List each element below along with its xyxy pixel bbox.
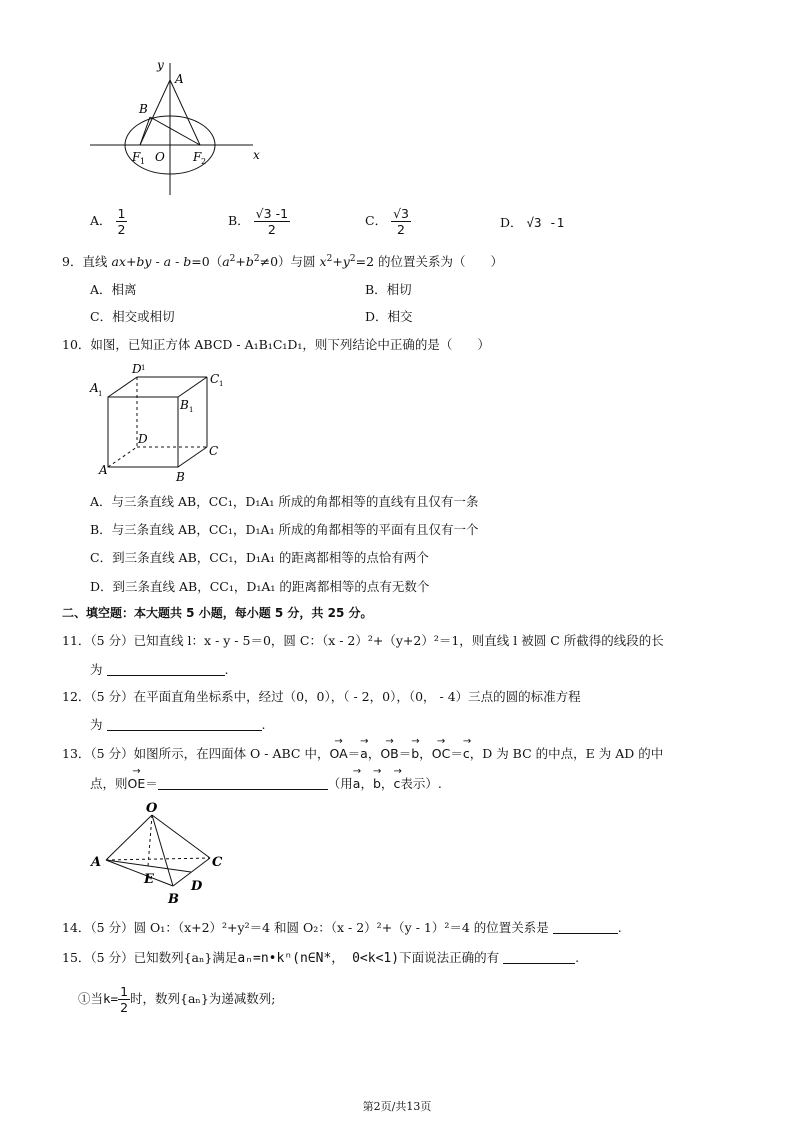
- cube-label-d: D: [138, 432, 148, 446]
- label-o: O: [155, 150, 165, 164]
- label-y: y: [157, 58, 164, 72]
- q8-option-d: D． √3 -1: [500, 215, 565, 230]
- tetra-label-a: A: [91, 855, 102, 870]
- tetra-hidden-a-c: [106, 858, 210, 860]
- q8-option-c: C． $\frac{√3}{2}$: [365, 206, 409, 237]
- label-f1: F: [132, 150, 141, 164]
- cube-label-a1: A: [90, 381, 99, 395]
- label-b: B: [139, 102, 148, 116]
- vector-oc: → OC: [432, 746, 451, 761]
- tetra-edge-o-a: [106, 815, 152, 860]
- vector-b: → b: [411, 746, 419, 761]
- cube-edge-b-c: [178, 447, 207, 467]
- tetra-label-d: D: [191, 879, 203, 894]
- q12-line1: 12．（5 分）在平面直角坐标系中，经过（0，0），（ - 2，0），（0， - 4）三点的圆的标准方程: [62, 689, 581, 704]
- tetra-edge-a-b: [106, 860, 173, 886]
- q10-option-b: B．与三条直线 AB，CC₁，D₁A₁ 所成的角都相等的平面有且仅有一个: [90, 522, 479, 537]
- q9-option-c: C．相交或相切: [90, 309, 175, 324]
- fraction-a: $\frac{1}{2}$: [117, 206, 126, 237]
- ellipse-figure: [85, 55, 270, 200]
- tetrahedron-figure: [88, 800, 228, 910]
- cube-edge-a1-d1: [108, 377, 137, 397]
- tetra-hidden-o-e: [148, 815, 152, 866]
- tetra-label-c: C: [212, 855, 223, 870]
- q9-option-d: D．相交: [365, 309, 413, 324]
- q11-line2: 为 .: [90, 662, 229, 677]
- q15-stem: 15．（5 分）已知数列{aₙ}满足aₙ=n•kⁿ(n∈N*， 0<k<1)下面说法正确的有 .: [62, 950, 580, 966]
- q10-option-d: D．到三条直线 AB，CC₁，D₁A₁ 的距离都相等的点有无数个: [90, 579, 430, 594]
- cube-label-a: A: [99, 463, 108, 477]
- cube-hidden-a-d: [108, 447, 137, 467]
- q12-line2: 为 .: [90, 717, 266, 732]
- tetra-label-e: E: [144, 872, 154, 887]
- vector-oe: → OE: [128, 776, 146, 791]
- q14-answer-blank[interactable]: [553, 921, 618, 934]
- tetra-edge-o-b: [152, 815, 173, 886]
- q15-formula: aₙ=n•kⁿ(n∈N*， 0<k<1): [237, 951, 400, 966]
- cube-edge-b1-c1: [178, 377, 207, 397]
- q12-answer-blank[interactable]: [107, 718, 262, 731]
- q14-stem: 14．（5 分）圆 O₁：（x+2）²+y²＝4 和圆 O₂：（x - 2）²+（y - 1）²＝4 的位置关系是 .: [62, 920, 622, 935]
- q10-option-c: C．到三条直线 AB，CC₁，D₁A₁ 的距离都相等的点恰有两个: [90, 550, 429, 565]
- q13-line2: 点，则→ OE＝ （用→ a，→ b，→ c表示）.: [90, 774, 442, 792]
- q13-line1: 13．（5 分）如图所示，在四面体 O - ABC 中，→ OA＝→ a，→ OB＝→ b，→ OC＝→ c，D 为 BC 的中点，E 为 AD 的中: [62, 744, 663, 762]
- q10-option-a: A．与三条直线 AB，CC₁，D₁A₁ 所成的角都相等的直线有且仅有一条: [90, 494, 479, 509]
- cube-label-b: B: [176, 470, 185, 484]
- segment-b-f2: [150, 117, 200, 145]
- q9-option-b: B．相切: [365, 282, 412, 297]
- cube-label-d1: D: [132, 362, 142, 376]
- vector-a: → a: [360, 746, 368, 761]
- tetra-edge-o-c: [152, 815, 210, 858]
- cube-label-a1-sub: 1: [98, 390, 103, 398]
- label-f2-sub: 2: [201, 157, 207, 166]
- label-f2: F: [193, 150, 202, 164]
- q15-item-1: ①当k= $\frac{1}{2}$ 时，数列{aₙ}为递减数列;: [78, 984, 276, 1015]
- cube-label-b1-sub: 1: [189, 406, 194, 414]
- q8-option-b: B． $\frac{√3 -1}{2}$: [228, 206, 289, 237]
- q13-answer-blank[interactable]: [158, 777, 328, 790]
- q11-line1: 11．（5 分）已知直线 l：x - y - 5＝0，圆 C：（x - 2）²+（y+2）²＝1，则直线 l 被圆 C 所截得的线段的长: [62, 633, 664, 648]
- vector-ob: → OB: [380, 746, 398, 761]
- fraction-one-half: $\frac{1}{2}$: [120, 984, 129, 1015]
- fraction-b: $\frac{√3 -1}{2}$: [255, 206, 289, 237]
- tetra-label-o: O: [146, 801, 158, 816]
- q15-answer-blank[interactable]: [503, 951, 575, 964]
- q11-answer-blank[interactable]: [107, 663, 225, 676]
- page-footer: 第2页/共13页: [362, 1100, 432, 1113]
- segment-a-f2: [170, 80, 200, 145]
- fraction-c: $\frac{√3}{2}$: [393, 206, 409, 237]
- cube-label-c1: C: [210, 372, 220, 386]
- q9-option-a: A．相离: [90, 282, 137, 297]
- q8-option-a: A． $\frac{1}{2}$: [90, 206, 126, 237]
- label-x: x: [253, 148, 260, 162]
- q10-stem: 10．如图，已知正方体 ABCD - A₁B₁C₁D₁，则下列结论中正确的是（ ）: [62, 337, 490, 352]
- vector-c: → c: [463, 746, 470, 761]
- cube-label-d1-sub: 1: [141, 364, 146, 372]
- label-f1-sub: 1: [140, 157, 146, 166]
- tetra-hidden-a-d: [106, 860, 191, 872]
- vector-oa: → OA: [329, 746, 347, 761]
- cube-label-c1-sub: 1: [219, 380, 224, 388]
- q9-stem: 9．直线 $ax+by - a - b=0(a^2+b^2\ne 0)$与圆 $x^2+y^2=2$ 的位置关系为（ ）: [62, 254, 504, 269]
- tetra-label-b: B: [168, 892, 179, 907]
- cube-figure: [85, 362, 235, 487]
- cube-label-b1: B: [180, 398, 189, 412]
- label-a: A: [175, 72, 184, 86]
- section-2-heading: 二、填空题：本大题共 5 小题，每小题 5 分，共 25 分。: [62, 606, 373, 620]
- cube-label-c: C: [209, 444, 219, 458]
